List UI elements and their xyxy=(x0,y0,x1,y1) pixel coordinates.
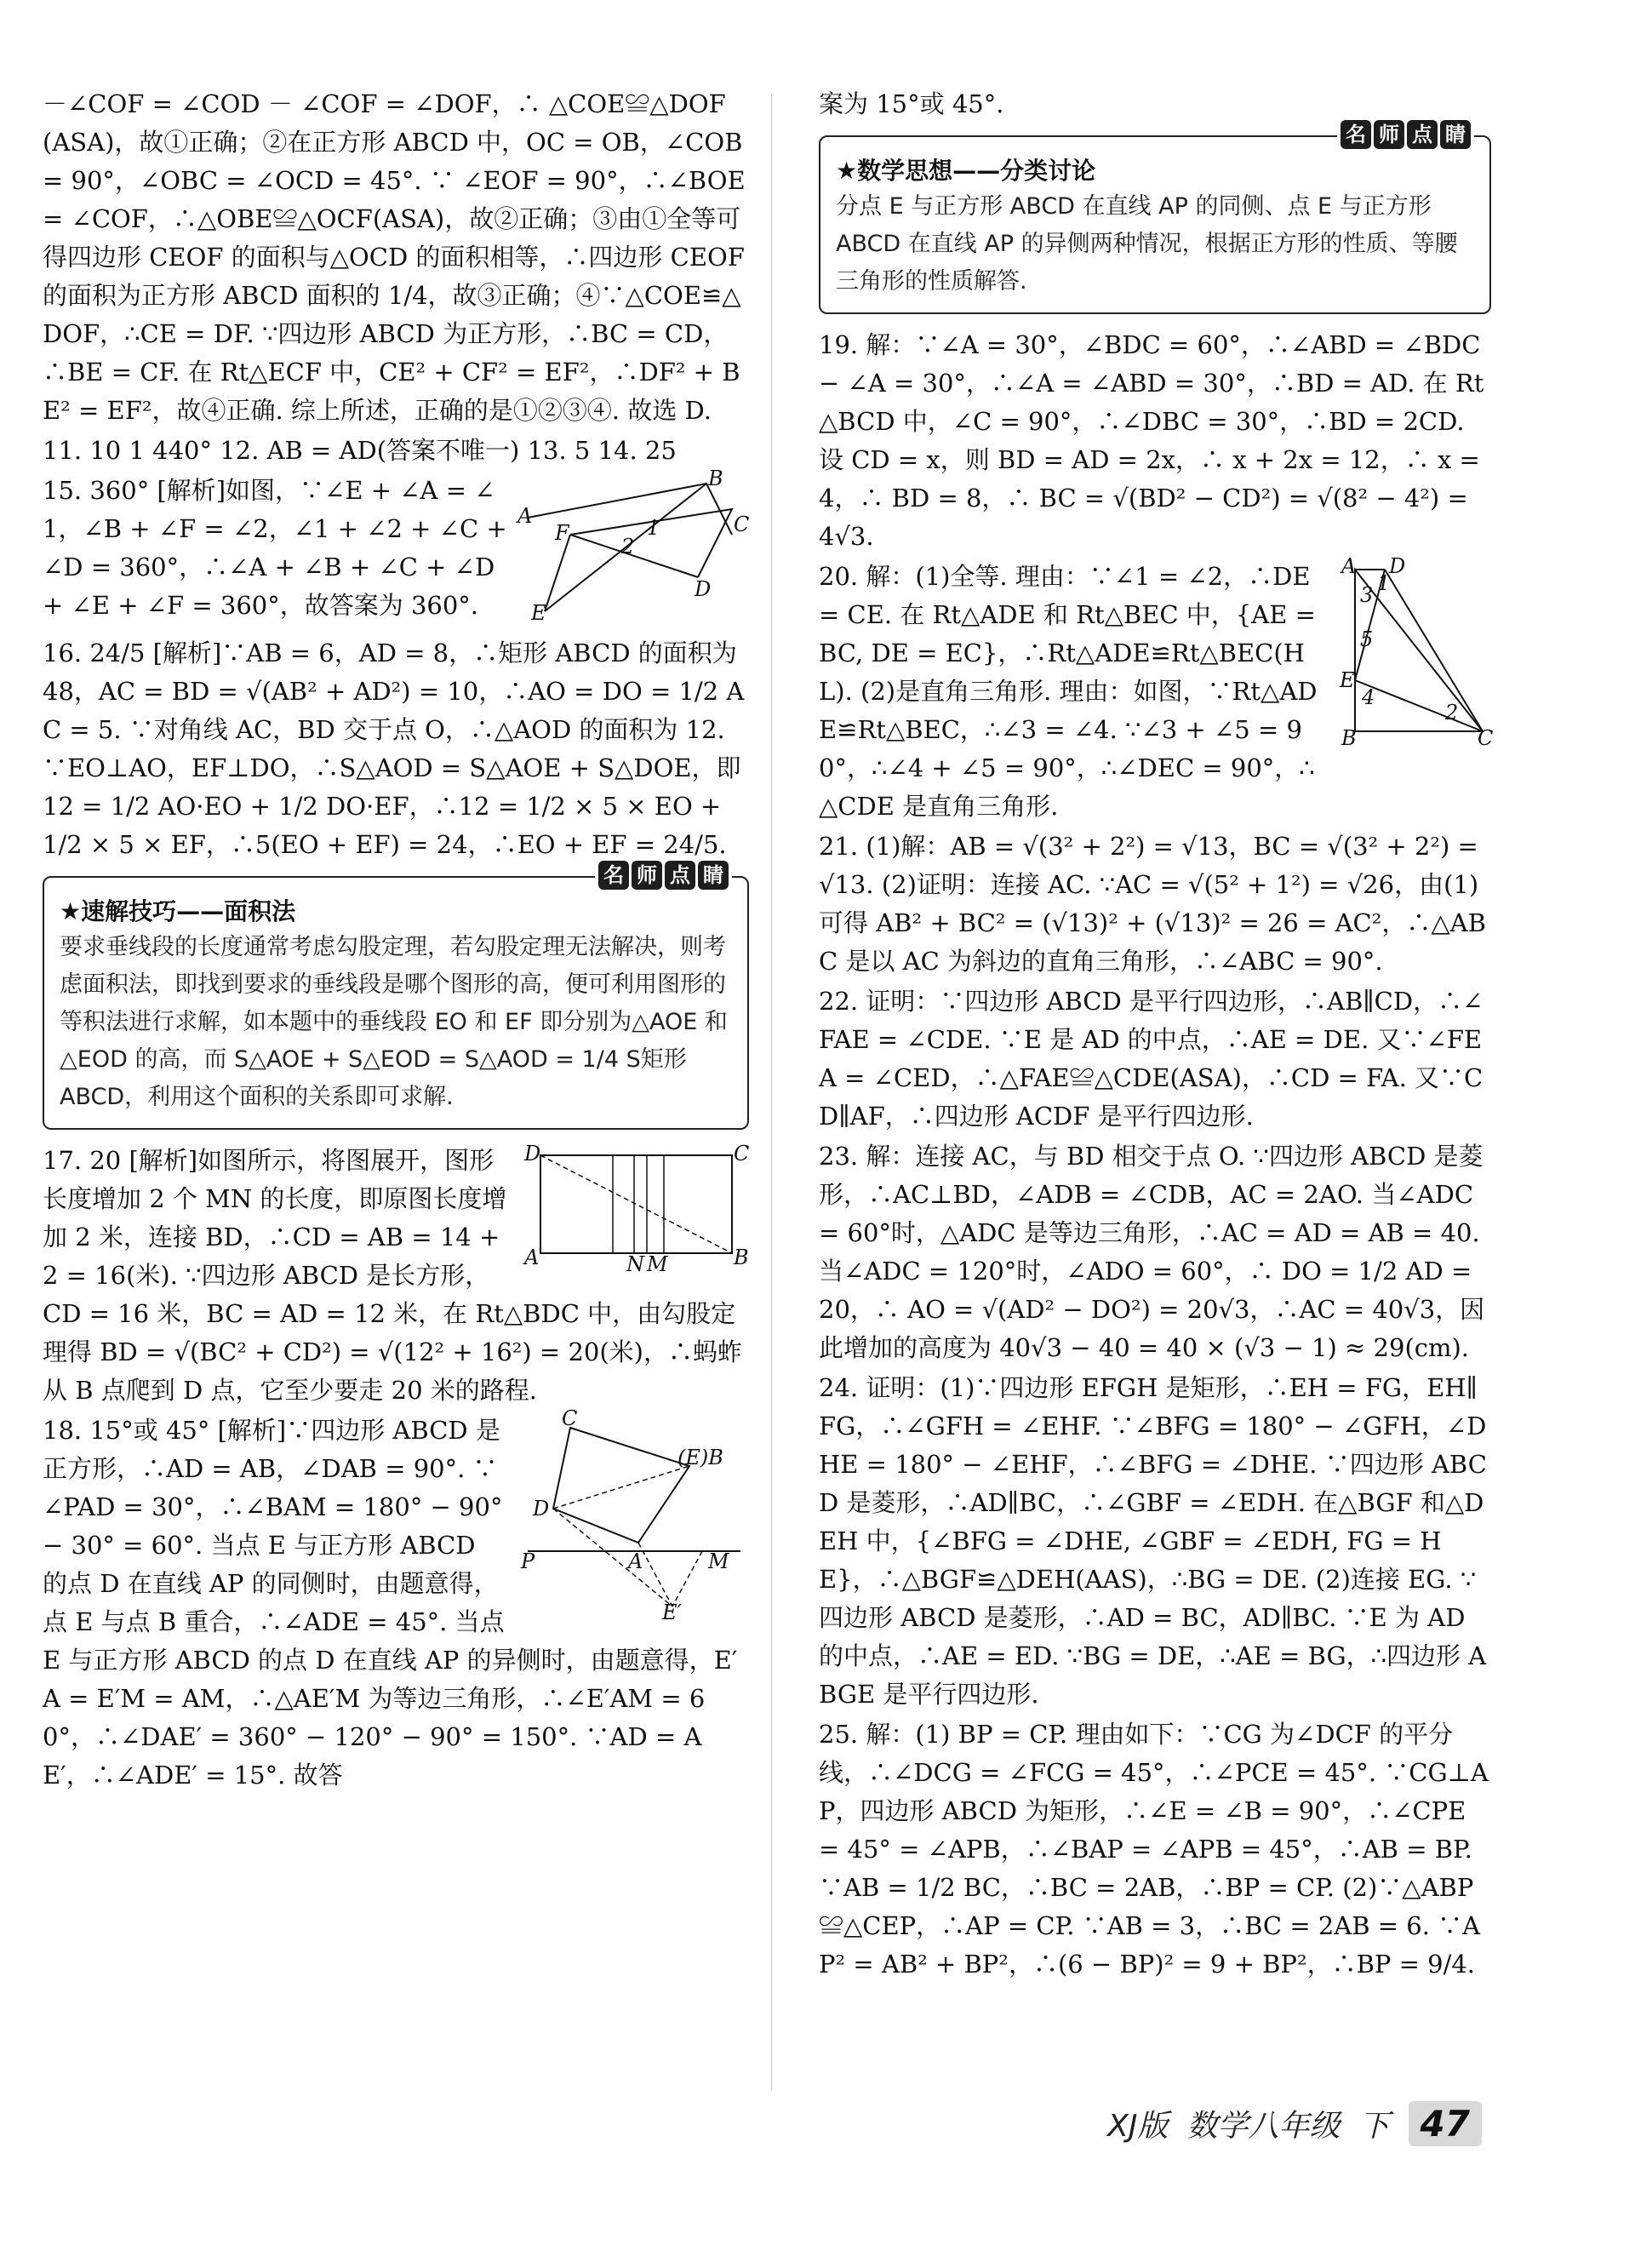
fig15-label-E: E xyxy=(531,601,546,625)
q17-block xyxy=(43,1142,749,1412)
q21-text: 21. (1)解：AB = √(3² + 2²) = √13，BC = √(3² + 2²) = √13. (2)证明：连接 AC. ∵AC = √(5² + 1²) = √26，由(1)可得 AB² + BC² = (√13)² + (√13)² = 26 = AC²，∴△ABC 是以 AC 为斜边的直角三角形，∴∠ABC = 90°. xyxy=(819,832,1486,976)
fig20-label-D: D xyxy=(1389,554,1406,578)
fig17-label-N: N xyxy=(626,1252,644,1276)
fig18-label-D: D xyxy=(533,1497,550,1521)
page-number: 47 xyxy=(1409,2101,1482,2146)
badge-char: 师 xyxy=(632,861,662,890)
fig17-label-M: M xyxy=(647,1252,668,1276)
fig15-label-A: A xyxy=(517,504,533,528)
badge-char: 名 xyxy=(1341,120,1371,149)
tip-box xyxy=(43,863,749,1130)
right-column xyxy=(819,85,1494,1985)
q19-text: 19. 解：∵∠A = 30°，∠BDC = 60°，∴∠ABD = ∠BDC − ∠A = 30°，∴∠A = ∠ABD = 30°，∴BD = AD. 在 Rt△BCD 中，∠C = 90°，∴∠DBC = 30°，∴BD = 2CD. 设 CD = x，则 BD = AD = 2x，∴ x + 2x = 12，∴ x = 4，∴ BD = 8，∴ BC = √(BD² − CD²) = √(8² − 4²) = 4√3. xyxy=(819,330,1484,551)
q23-text: 23. 解：连接 AC，与 BD 相交于点 O. ∵四边形 ABCD 是菱形，∴AC⊥BD，∠ADB = ∠CDB，AC = 2AO. 当∠ADC = 60°时，△ADC 是等边三角形，∴AC = AD = AB = 40. 当∠ADC = 120°时，∠ADO = 60°，∴ DO = 1/2 AD = 20，∴ AO = √(AD² − DO²) = 20√3，∴AC = 40√3，因此增加的高度为 40√3 − 40 = 40 × (√3 − 1) ≈ 29(cm). xyxy=(819,1142,1485,1362)
tip-body: 要求垂线段的长度通常考虑勾股定理，若勾股定理无法解决，则考虑面积法，即找到要求的垂线段是哪个图形的高，便可利用图形的等积法进行求解，如本题中的垂线段 EO 和 EF 即分别为△AOE 和△EOD 的高，而 S△AOE + S△EOD = S△AOD = 1/4 S矩形ABCD，利用这个面积的关系即可求解. xyxy=(60,934,728,1110)
idea-body: 分点 E 与正方形 ABCD 在直线 AP 的同侧、点 E 与正方形 ABCD 在直线 AP 的异侧两种情况，根据正方形的性质、等腰三角形的性质解答. xyxy=(836,193,1458,295)
footer-subject: 数学八年级 xyxy=(1186,2109,1341,2144)
badge-char: 点 xyxy=(1407,120,1438,149)
fig18-label-A: A xyxy=(628,1549,643,1573)
badge-char: 名 xyxy=(598,861,629,890)
fig17 xyxy=(519,1142,750,1284)
q18-block xyxy=(43,1406,749,1796)
tip-heading: ★速解技巧——面积法 xyxy=(60,897,296,925)
fig18-label-EB: (E)B xyxy=(677,1446,723,1469)
badge-char: 点 xyxy=(665,861,695,890)
q15-block xyxy=(43,467,750,634)
fig17-label-A: A xyxy=(524,1246,540,1269)
q20-text: 20. 解：(1)全等. 理由：∵∠1 = ∠2，∴DE = CE. 在 Rt△ADE 和 Rt△BEC 中，{AE = BC, DE = EC}，∴Rt△ADE≌Rt△BEC(HL). (2)是直角三角形. 理由：如图，∵Rt△ADE≌Rt△BEC，∴∠3 = ∠4. ∵∠3 + ∠5 = 90°，∴∠4 + ∠5 = 90°，∴∠DEC = 90°，∴△CDE 是直角三角形. xyxy=(819,562,1318,821)
fig20-label-C: C xyxy=(1478,726,1494,750)
fig15 xyxy=(517,467,750,631)
fig20-label-4: 4 xyxy=(1362,685,1375,709)
q20-block xyxy=(819,554,1494,828)
fig18-label-P: P xyxy=(521,1549,535,1573)
q11-14-answers: 11. 10 1 440° 12. AB = AD(答案不唯一) 13. 5 14. 25 xyxy=(43,436,677,465)
fig18-label-E-prime: E′ xyxy=(662,1601,682,1624)
q15-text: 15. 360° [解析]如图，∵∠E + ∠A = ∠1，∠B + ∠F = ∠2，∠1 + ∠2 + ∠C + ∠D = 360°，∴∠A + ∠B + ∠C + ∠D + ∠E + ∠F = 360°，故答案为 360°. xyxy=(43,476,507,620)
fig15-label-B: B xyxy=(708,467,723,490)
fig18-label-C: C xyxy=(562,1406,578,1430)
fig18-label-M: M xyxy=(708,1549,729,1573)
column-divider xyxy=(771,94,772,2090)
badge-char: 师 xyxy=(1374,120,1404,149)
fig17-label-B: B xyxy=(734,1246,749,1269)
q18-text: 18. 15°或 45° [解析]∵四边形 ABCD 是正方形，∴AD = AB，∠DAB = 90°. ∵ ∠PAD = 30°，∴∠BAM = 180° − 90° − 30° = 60°. 当点 E 与正方形 ABCD 的点 D 在直线 AP 的同侧时，由题意得，点 E 与点 B 重合，∴∠ADE = 45°. 当点 E 与正方形 ABCD 的点 D 在直线 AP 的异侧时，由题意得，E′A = E′M = AM，∴△AE′M 为等边三角形，∴∠E′AM = 60°，∴∠DAE′ = 360° − 120° − 90° = 150°. ∵AD = AE′，∴∠ADE′ = 15°. 故答 xyxy=(43,1416,738,1790)
q16-text: 16. 24/5 [解析]∵AB = 6，AD = 8，∴矩形 ABCD 的面积为 48，AC = BD = √(AB² + AD²) = 10，∴AO = DO = 1/2 AC = 5. ∵对角线 AC，BD 交于点 O，∴△AOD 的面积为 12. ∵EO⊥AO，EF⊥DO，∴S△AOD = S△AOE + S△DOE，即 12 = 1/2 AO·EO + 1/2 DO·EF，∴12 = 1/2 × 5 × EO + 1/2 × 5 × EF，∴5(EO + EF) = 24，∴EO + EF = 24/5. xyxy=(43,639,745,859)
fig20-label-B: B xyxy=(1341,726,1357,750)
fig15-label-2: 2 xyxy=(621,535,635,558)
fig20-label-1: 1 xyxy=(1377,571,1391,595)
badge-char: 睛 xyxy=(1440,120,1471,149)
fig15-label-D: D xyxy=(695,577,712,601)
q10-continuation: －∠COF = ∠COD － ∠COF = ∠DOF，∴ △COE≌△DOF(ASA)，故①正确；②在正方形 ABCD 中，OC = OB，∠COB = 90°，∠OBC = ∠OCD = 45°. ∵ ∠EOF = 90°，∴∠BOE = ∠COF，∴△OBE≌△OCF(ASA)，故②正确；③由①全等可得四边形 CEOF 的面积与△OCD 的面积相等，∴四边形 CEOF 的面积为正方形 ABCD 面积的 1/4，故③正确；④∵△COE≌△DOF，∴CE = DF. ∵四边形 ABCD 为正方形，∴BC = CD，∴BE = CF. 在 Rt△ECF 中，CE² + CF² = EF²，∴DF² + BE² = EF²，故④正确. 综上所述，正确的是①②③④. 故选 D. xyxy=(43,89,746,425)
idea-box xyxy=(819,123,1491,314)
q25-text: 25. 解：(1) BP = CP. 理由如下：∵CG 为∠DCF 的平分线，∴∠DCG = ∠FCG = 45°，∴∠PCE = 45°. ∵CG⊥AP，四边形 ABCD 为矩形，∴∠E = ∠B = 90°，∴∠CPE = 45° = ∠APB，∴∠BAP = ∠APB = 45°，∴AB = BP. ∵AB = 1/2 BC，∴BC = 2AB，∴BP = CP. (2)∵△ABP≌△CEP，∴AP = CP. ∵AB = 3，∴BC = 2AB = 6. ∵AP² = AB² + BP²，∴(6 − BP)² = 9 + BP²，∴BP = 9/4. xyxy=(819,1720,1489,1979)
fig20-label-E: E xyxy=(1340,668,1355,692)
idea-heading: ★数学思想——分类讨论 xyxy=(836,157,1096,185)
q24-text: 24. 证明：(1)∵四边形 EFGH 是矩形，∴EH = FG，EH∥FG，∴∠GFH = ∠EHF. ∵∠BFG = 180° − ∠GFH，∠DHE = 180° − ∠EHF，∴∠BFG = ∠DHE. ∵四边形 ABCD 是菱形，∴AD∥BC，∴∠GBF = ∠EDH. 在△BGF 和△DEH 中，{∠BFG = ∠DHE, ∠GBF = ∠EDH, FG = HE}，∴△BGF≌△DEH(AAS)，∴BG = DE. (2)连接 EG. ∵四边形 ABCD 是菱形，∴AD = BC，AD∥BC. ∵E 为 AD 的中点，∴AE = ED. ∵BG = DE，∴AE = BG，∴四边形 ABGE 是平行四边形. xyxy=(819,1373,1487,1709)
footer-term: 下 xyxy=(1358,2109,1390,2144)
tip-badge xyxy=(595,861,732,890)
left-column xyxy=(43,85,749,1796)
fig20-label-A: A xyxy=(1341,554,1357,578)
fig17-label-D: D xyxy=(524,1142,541,1166)
fig15-label-F: F xyxy=(555,521,569,545)
page-footer xyxy=(1107,2101,1482,2146)
badge-char: 睛 xyxy=(698,861,729,890)
idea-badge xyxy=(1337,120,1474,149)
q18-continuation: 案为 15°或 45°. xyxy=(819,89,1004,118)
q22-text: 22. 证明：∵四边形 ABCD 是平行四边形，∴AB∥CD，∴∠FAE = ∠CDE. ∵E 是 AD 的中点，∴AE = DE. 又∵∠FEA = ∠CED，∴△FAE≌△CDE(ASA)，∴CD = FA. 又∵CD∥AF，∴四边形 ACDF 是平行四边形. xyxy=(819,987,1484,1131)
footer-edition: XJ版 xyxy=(1107,2109,1169,2144)
fig15-label-1: 1 xyxy=(647,516,660,540)
fig17-label-C: C xyxy=(734,1142,750,1166)
fig20-label-3: 3 xyxy=(1360,583,1374,607)
fig20-label-5: 5 xyxy=(1360,627,1374,651)
fig18 xyxy=(519,1406,749,1630)
q17-text: 17. 20 [解析]如图所示，将图展开，图形长度增加 2 个 MN 的长度，即原图长度增加 2 米，连接 BD，∴CD = AB = 14 + 2 = 16(米). ∵四边形 ABCD 是长方形，CD = 16 米，BC = AD = 12 米，在 Rt△BDC 中，由勾股定理得 BD = √(BC² + CD²) = √(12² + 16²) = 20(米)，∴蚂蚱从 B 点爬到 D 点，它至少要走 20 米的路程. xyxy=(43,1146,742,1405)
fig20 xyxy=(1338,554,1494,759)
fig15-label-C: C xyxy=(734,513,750,536)
fig20-label-2: 2 xyxy=(1445,701,1459,724)
